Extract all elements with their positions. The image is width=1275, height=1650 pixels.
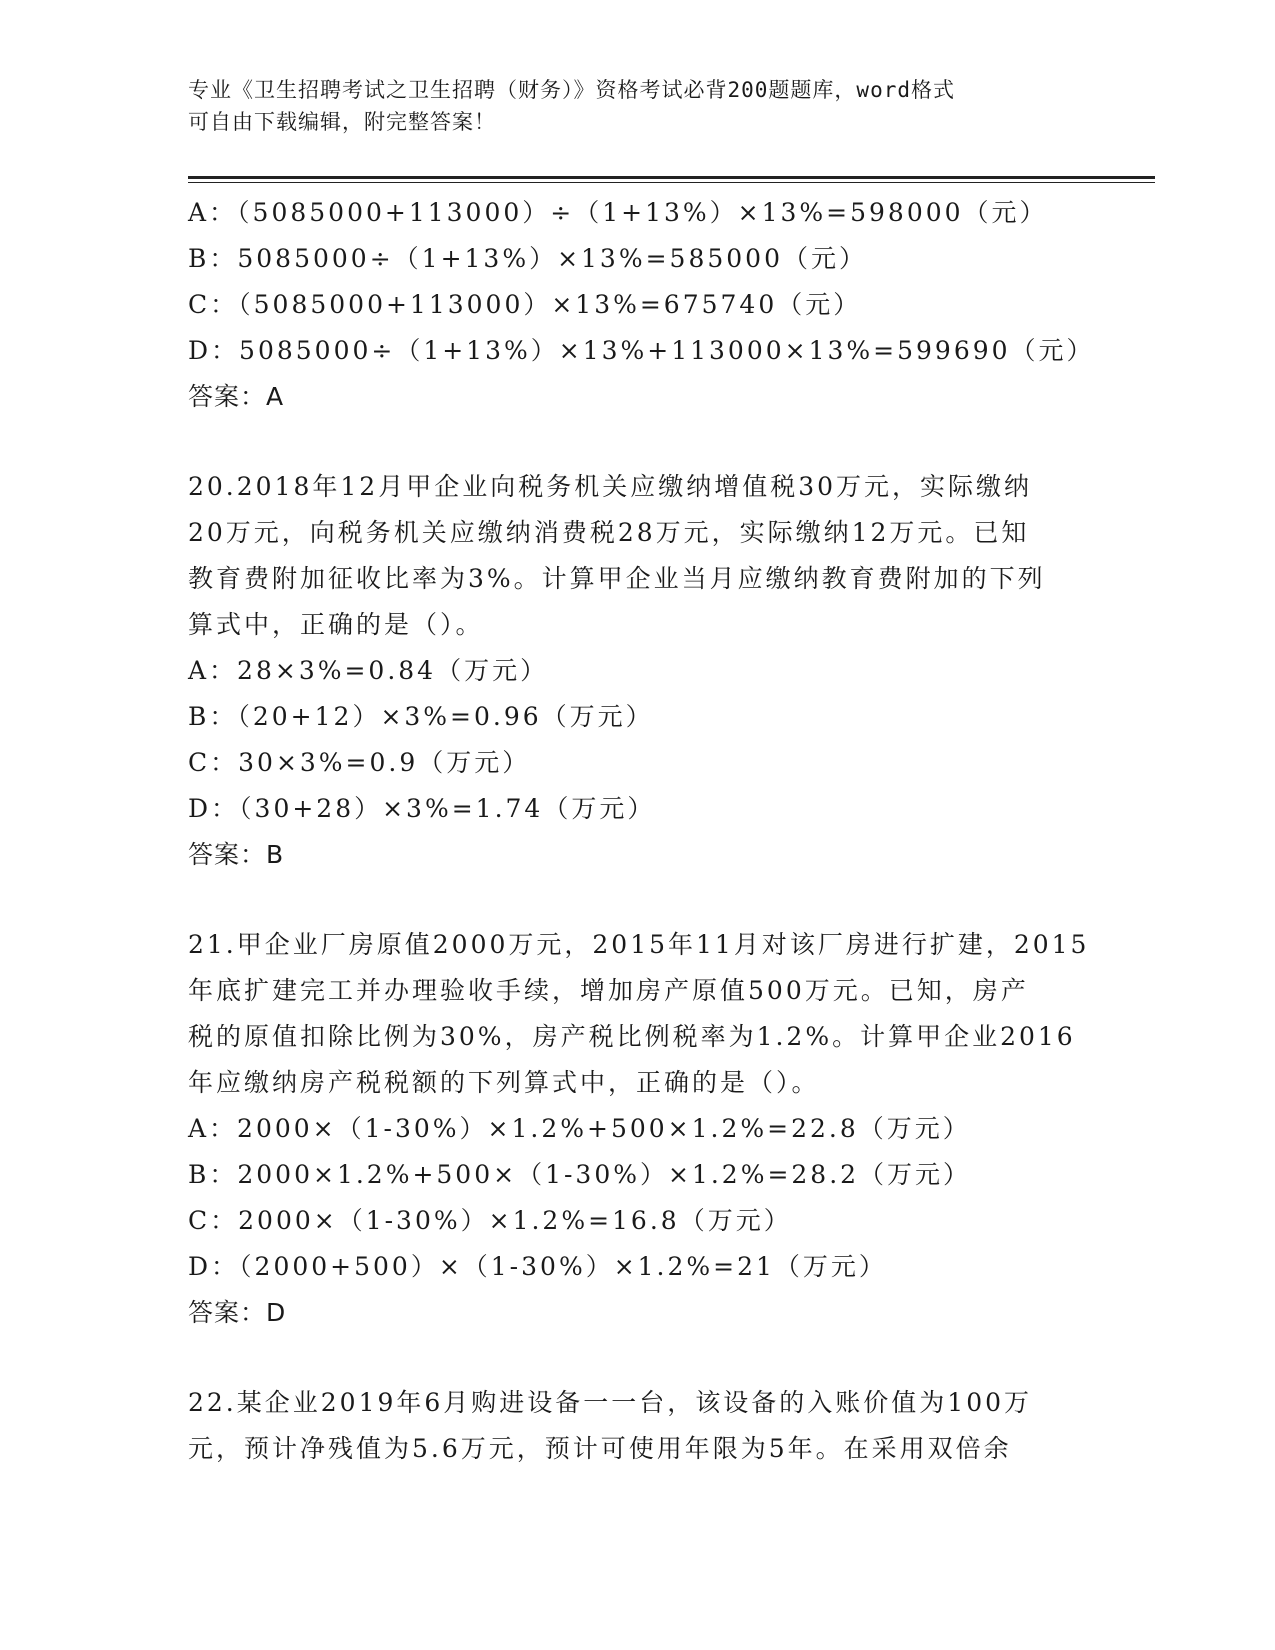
question-21 bbox=[188, 922, 1088, 1336]
q21-option-b: B：2000×1.2%+500×（1-30%）×1.2%=28.2（万元） bbox=[188, 1160, 972, 1189]
header-divider-thin bbox=[188, 182, 1155, 183]
spacer bbox=[188, 878, 1088, 922]
q20-stem-line-3: 教育费附加征收比率为3%。计算甲企业当月应缴纳教育费附加的下列 bbox=[188, 564, 1046, 593]
q19-option-d: D：5085000÷（1+13%）×13%+113000×13%=599690（元） bbox=[188, 336, 1095, 365]
document-header bbox=[188, 74, 1078, 138]
spacer bbox=[188, 1336, 1088, 1380]
q20-option-a: A：28×3%=0.84（万元） bbox=[188, 656, 549, 685]
q20-option-c: C：30×3%=0.9（万元） bbox=[188, 748, 531, 777]
q20-answer: 答案：B bbox=[188, 840, 285, 869]
header-line-2: 可自由下载编辑，附完整答案！ bbox=[188, 110, 496, 134]
spacer bbox=[188, 420, 1088, 464]
q20-stem-line-4: 算式中，正确的是（）。 bbox=[188, 610, 484, 639]
q19-option-c: C：（5085000+113000）×13%=675740（元） bbox=[188, 290, 862, 319]
q21-stem-line-2: 年底扩建完工并办理验收手续，增加房产原值500万元。已知，房产 bbox=[188, 976, 1029, 1005]
header-divider-thick bbox=[188, 176, 1155, 179]
q21-answer: 答案：D bbox=[188, 1298, 287, 1327]
q20-stem-line-2: 20万元，向税务机关应缴纳消费税28万元，实际缴纳12万元。已知 bbox=[188, 518, 1030, 547]
q19-option-b: B：5085000÷（1+13%）×13%=585000（元） bbox=[188, 244, 867, 273]
question-19 bbox=[188, 190, 1095, 420]
q19-answer: 答案：A bbox=[188, 382, 285, 411]
q21-stem-line-4: 年应缴纳房产税税额的下列算式中，正确的是（）。 bbox=[188, 1068, 820, 1097]
q19-option-a: A：（5085000+113000）÷（1+13%）×13%=598000（元） bbox=[188, 198, 1048, 227]
question-content bbox=[188, 190, 1095, 1472]
q20-option-b: B：（20+12）×3%=0.96（万元） bbox=[188, 702, 654, 731]
q21-option-c: C：2000×（1-30%）×1.2%=16.8（万元） bbox=[188, 1206, 792, 1235]
q22-stem-line-1: 22.某企业2019年6月购进设备一一台，该设备的入账价值为100万 bbox=[188, 1388, 1033, 1417]
q21-stem-line-1: 21.甲企业厂房原值2000万元，2015年11月对该厂房进行扩建，2015 bbox=[188, 930, 1090, 959]
question-20 bbox=[188, 464, 1088, 878]
q21-option-a: A：2000×（1-30%）×1.2%+500×1.2%=22.8（万元） bbox=[188, 1114, 971, 1143]
header-line-1: 专业《卫生招聘考试之卫生招聘（财务）》资格考试必背200题题库，word格式 bbox=[188, 78, 955, 102]
question-22 bbox=[188, 1380, 1088, 1472]
q20-stem-line-1: 20.2018年12月甲企业向税务机关应缴纳增值税30万元，实际缴纳 bbox=[188, 472, 1033, 501]
q21-option-d: D：（2000+500）×（1-30%）×1.2%=21（万元） bbox=[188, 1252, 887, 1281]
q22-stem-line-2: 元，预计净残值为5.6万元，预计可使用年限为5年。在采用双倍余 bbox=[188, 1434, 1012, 1463]
q20-option-d: D：（30+28）×3%=1.74（万元） bbox=[188, 794, 656, 823]
q21-stem-line-3: 税的原值扣除比例为30%，房产税比例税率为1.2%。计算甲企业2016 bbox=[188, 1022, 1076, 1051]
